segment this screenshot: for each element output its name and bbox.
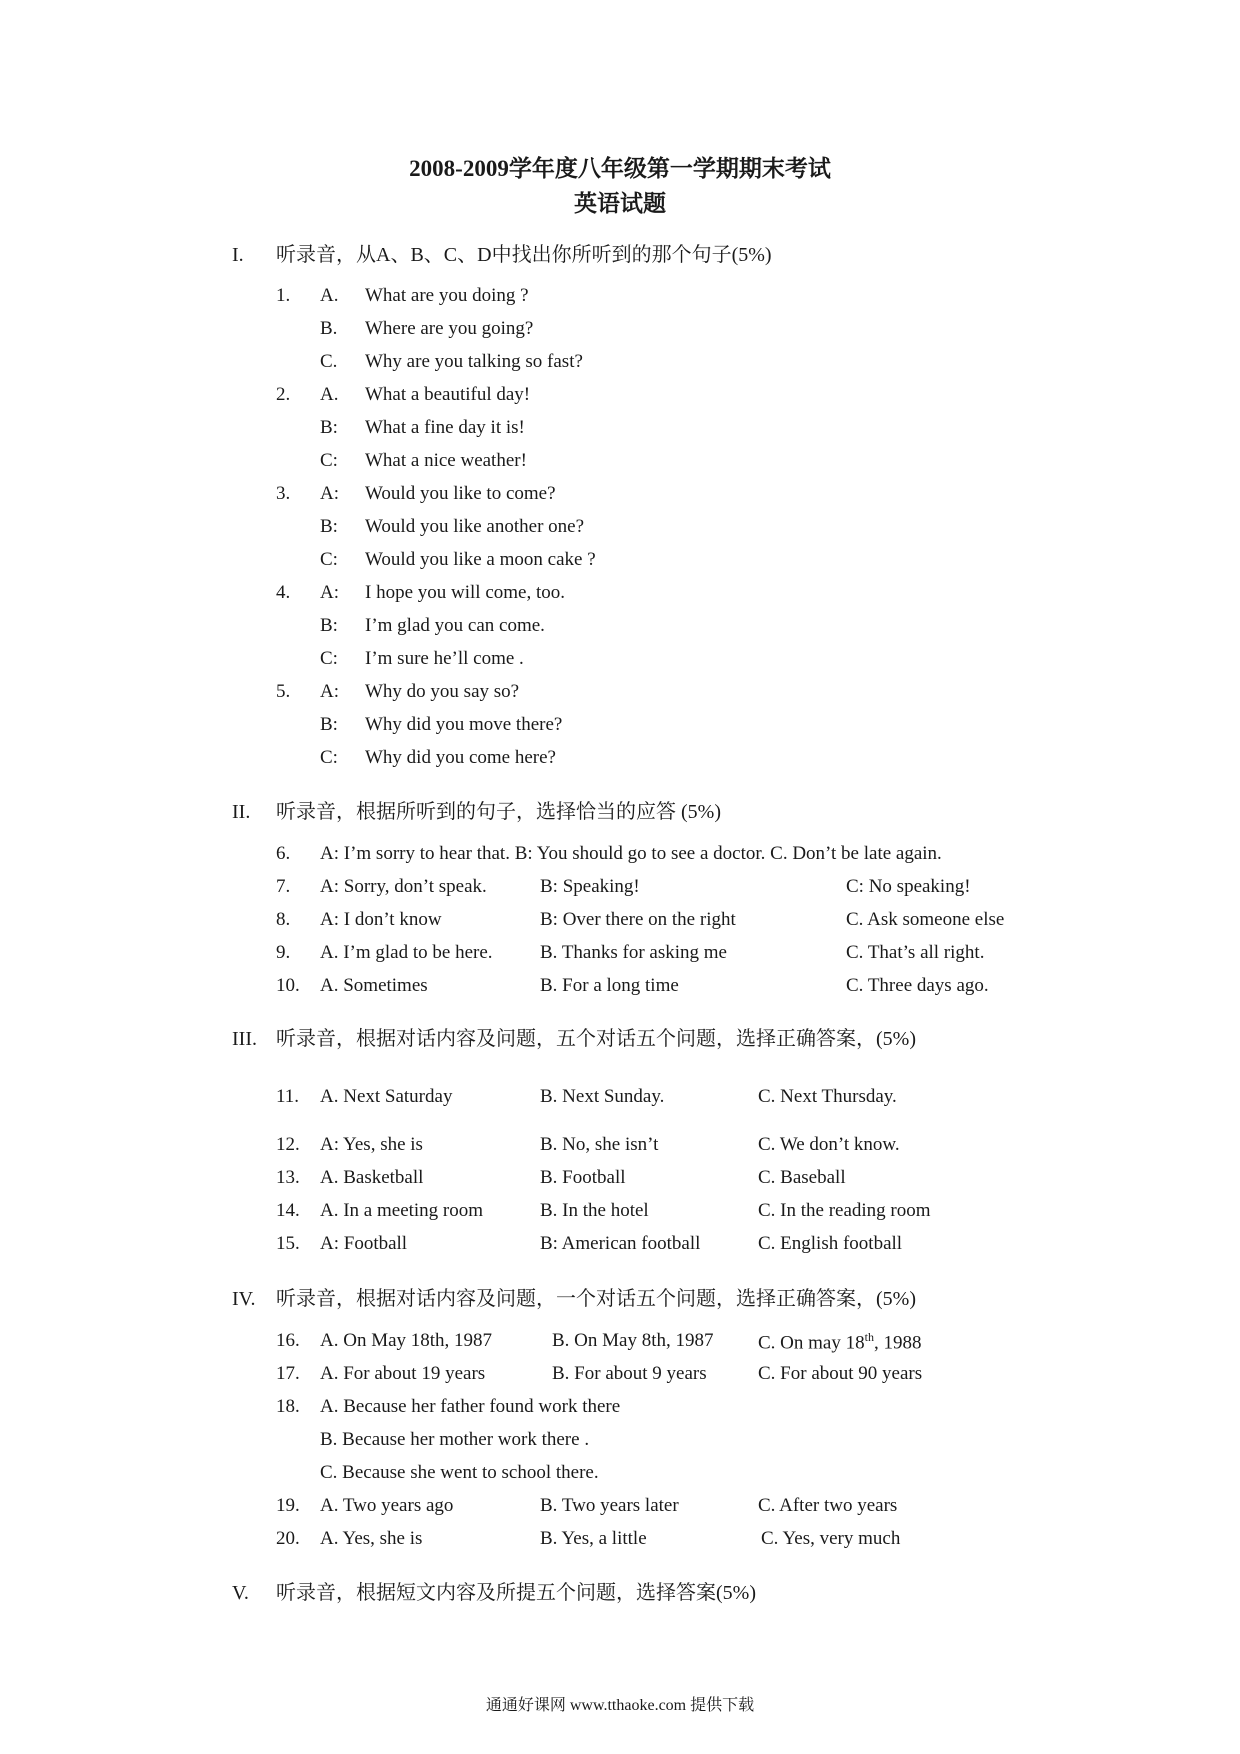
section-instructions: 听录音，根据短文内容及所提五个问题，选择答案(5%) xyxy=(276,1582,756,1604)
section-heading xyxy=(232,1576,756,1605)
option-text: Why did you come here? xyxy=(365,747,556,768)
option-text: Would you like a moon cake ? xyxy=(365,549,596,570)
exam-title: 2008-2009学年度八年级第一学期期末考试 xyxy=(409,156,831,181)
section-number: III. xyxy=(232,1028,257,1050)
option-a: A: Football xyxy=(320,1233,408,1254)
option-text: What a fine day it is! xyxy=(365,417,525,438)
option-text: Would you like to come? xyxy=(365,483,556,504)
option-b: B: American football xyxy=(540,1233,701,1254)
option-c: C. English football xyxy=(758,1233,903,1254)
option-letter: B: xyxy=(320,516,338,537)
option-c: C. Next Thursday. xyxy=(758,1086,897,1107)
question-number: 16. xyxy=(276,1330,300,1351)
option-a: A. Next Saturday xyxy=(320,1086,453,1107)
question-number: 18. xyxy=(276,1396,300,1417)
option-b: B. Football xyxy=(540,1167,626,1188)
option-text: What a nice weather! xyxy=(365,450,527,471)
question-number: 5. xyxy=(276,681,291,702)
option-b: B. Two years later xyxy=(540,1495,679,1516)
option-b: B. Yes, a little xyxy=(540,1528,647,1549)
option-c: C. In the reading room xyxy=(758,1200,931,1221)
option-text: I hope you will come, too. xyxy=(365,582,565,603)
option-a: A: Yes, she is xyxy=(320,1134,423,1155)
section-number: I. xyxy=(232,244,244,266)
option-letter: A: xyxy=(320,681,339,702)
option-c: C: No speaking! xyxy=(846,876,971,897)
section-instructions: 听录音，根据所听到的句子，选择恰当的应答 (5%) xyxy=(276,801,721,823)
question-number: 10. xyxy=(276,975,300,996)
option-letter: B: xyxy=(320,615,338,636)
option-b: B. Next Sunday. xyxy=(540,1086,665,1107)
section-heading xyxy=(232,795,721,824)
option-c: C. That’s all right. xyxy=(846,942,985,963)
question-number: 19. xyxy=(276,1495,300,1516)
option-letter: B. xyxy=(320,318,338,339)
question-number: 17. xyxy=(276,1363,300,1384)
question-number: 8. xyxy=(276,909,291,930)
option-b: B. Thanks for asking me xyxy=(540,942,727,963)
option-text: Why did you move there? xyxy=(365,714,563,735)
option-c: C. We don’t know. xyxy=(758,1134,900,1155)
question-number: 2. xyxy=(276,384,291,405)
option-a: A. Because her father found work there xyxy=(320,1396,621,1417)
option-letter: C. xyxy=(320,351,338,372)
option-text: What a beautiful day! xyxy=(365,384,531,405)
question-number: 9. xyxy=(276,942,291,963)
option-c: C. After two years xyxy=(758,1495,898,1516)
option-letter: C: xyxy=(320,450,338,471)
option-letter: C: xyxy=(320,549,338,570)
option-c: C. On may 18th, 1988 xyxy=(758,1330,922,1354)
option-a: A: Sorry, don’t speak. xyxy=(320,876,487,897)
section-instructions: 听录音，根据对话内容及问题，一个对话五个问题，选择正确答案，(5%) xyxy=(276,1288,916,1310)
option-text: What are you doing ? xyxy=(365,285,529,306)
option-b: B. For a long time xyxy=(540,975,679,996)
question-number: 6. xyxy=(276,843,291,864)
section-heading xyxy=(232,1022,916,1051)
option-a: A: I don’t know xyxy=(320,909,442,930)
option-text: Where are you going? xyxy=(365,318,534,339)
section-number: II. xyxy=(232,801,251,823)
option-letter: A. xyxy=(320,384,339,405)
section-heading xyxy=(232,238,772,267)
option-letter: B: xyxy=(320,714,338,735)
section-number: V. xyxy=(232,1582,249,1604)
option-a: A. Basketball xyxy=(320,1167,424,1188)
question-number: 11. xyxy=(276,1086,300,1107)
option-a: A. Two years ago xyxy=(320,1495,454,1516)
option-b: B. Because her mother work there . xyxy=(320,1429,590,1450)
option-c: C. Three days ago. xyxy=(846,975,989,996)
question-number: 20. xyxy=(276,1528,300,1549)
option-letter: A: xyxy=(320,582,339,603)
question-number: 13. xyxy=(276,1167,300,1188)
question-number: 4. xyxy=(276,582,291,603)
question-number: 1. xyxy=(276,285,291,306)
option-a: A. Yes, she is xyxy=(320,1528,423,1549)
option-letter: A. xyxy=(320,285,339,306)
section-instructions: 听录音，从A、B、C、D中找出你所听到的那个句子(5%) xyxy=(276,244,772,266)
option-b: B. For about 9 years xyxy=(552,1363,707,1384)
option-letter: B: xyxy=(320,417,338,438)
option-a: A. For about 19 years xyxy=(320,1363,486,1384)
option-a: A. I’m glad to be here. xyxy=(320,942,493,963)
question-number: 15. xyxy=(276,1233,300,1254)
page-footer: 通通好课网 www.tthaoke.com 提供下载 xyxy=(485,1697,755,1714)
option-c: C. Ask someone else xyxy=(846,909,1005,930)
option-text: I’m glad you can come. xyxy=(365,615,545,636)
option-b: B. On May 8th, 1987 xyxy=(552,1330,714,1351)
exam-subtitle: 英语试题 xyxy=(574,191,666,216)
option-a: A. In a meeting room xyxy=(320,1200,484,1221)
question-options: A: I’m sorry to hear that. B: You should go to see a doctor. C. Don’t be late again. xyxy=(320,843,942,864)
option-a: A. On May 18th, 1987 xyxy=(320,1330,493,1351)
option-text: Why are you talking so fast? xyxy=(365,351,583,372)
section-instructions: 听录音，根据对话内容及问题，五个对话五个问题，选择正确答案，(5%) xyxy=(276,1028,916,1050)
question-number: 7. xyxy=(276,876,291,897)
option-b: B. In the hotel xyxy=(540,1200,649,1221)
option-text: Would you like another one? xyxy=(365,516,585,537)
section-heading xyxy=(232,1282,916,1311)
question-number: 12. xyxy=(276,1134,300,1155)
option-c: C. Yes, very much xyxy=(761,1528,901,1549)
option-b: B. No, she isn’t xyxy=(540,1134,659,1155)
option-c: C. For about 90 years xyxy=(758,1363,923,1384)
option-letter: A: xyxy=(320,483,339,504)
option-b: B: Over there on the right xyxy=(540,909,736,930)
question-number: 14. xyxy=(276,1200,300,1221)
option-letter: C: xyxy=(320,648,338,669)
option-b: B: Speaking! xyxy=(540,876,640,897)
option-text: Why do you say so? xyxy=(365,681,520,702)
option-c: C. Because she went to school there. xyxy=(320,1462,599,1483)
option-text: I’m sure he’ll come . xyxy=(365,648,524,669)
option-letter: C: xyxy=(320,747,338,768)
option-a: A. Sometimes xyxy=(320,975,428,996)
section-number: IV. xyxy=(232,1288,256,1310)
question-number: 3. xyxy=(276,483,291,504)
option-c: C. Baseball xyxy=(758,1167,846,1188)
